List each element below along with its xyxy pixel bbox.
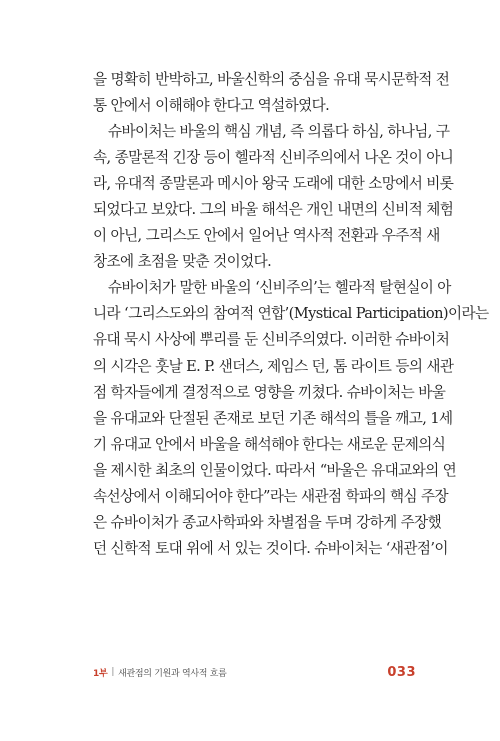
text-line: 니라 ‘그리스도와의 참여적 연합’(Mystical Participation)이라는 — [93, 305, 489, 323]
text-line: 을 유대교와 단절된 존재로 보던 기존 해석의 틀을 깨고, 1세 — [93, 409, 453, 427]
text-line: 의 시각은 훗날 E. P. 샌더스, 제임스 던, 톰 라이트 등의 새관 — [93, 357, 454, 375]
text-line: 창조에 초점을 맞춘 것이었다. — [93, 253, 272, 271]
body-text — [93, 67, 489, 562]
text-line: 슈바이처가 말한 바울의 ‘신비주의’는 헬라적 탈현실이 아 — [108, 279, 451, 297]
text-line: 슈바이처는 바울의 핵심 개념, 즉 의롭다 하심, 하나님, 구 — [108, 123, 450, 141]
page-footer — [93, 664, 416, 680]
text-line: 속선상에서 이해되어야 한다”라는 새관점 학파의 핵심 주장 — [93, 487, 449, 505]
chapter-title: 새관점의 기원과 역사적 흐름 — [118, 668, 227, 679]
text-line: 이 아닌, 그리스도 안에서 일어난 역사적 전환과 우주적 새 — [93, 227, 440, 245]
page-number: 033 — [387, 664, 416, 680]
running-head — [93, 666, 227, 679]
part-label: 1부 — [93, 668, 108, 679]
text-line: 을 제시한 최초의 인물이었다. 따라서 “바울은 유대교와의 연 — [93, 461, 457, 479]
text-line: 기 유대교 안에서 바울을 해석해야 한다는 새로운 문제의식 — [93, 435, 446, 453]
text-line: 은 슈바이처가 종교사학파와 차별점을 두며 강하게 주장했 — [93, 513, 442, 531]
text-line: 던 신학적 토대 위에 서 있는 것이다. 슈바이처는 ‘새관점’이 — [93, 539, 448, 557]
separator: | — [111, 667, 115, 677]
text-line: 을 명확히 반박하고, 바울신학의 중심을 유대 묵시문학적 전 — [93, 71, 450, 88]
text-line: 라, 유대적 종말론과 메시아 왕국 도래에 대한 소망에서 비롯 — [93, 175, 454, 193]
text-line: 점 학자들에게 결정적으로 영향을 끼쳤다. 슈바이처는 바울 — [93, 383, 446, 401]
text-line: 되었다고 보았다. 그의 바울 해석은 개인 내면의 신비적 체험 — [93, 201, 454, 219]
text-line: 유대 묵시 사상에 뿌리를 둔 신비주의였다. 이러한 슈바이처 — [93, 331, 450, 349]
text-line: 속, 종말론적 긴장 등이 헬라적 신비주의에서 나온 것이 아니 — [93, 149, 454, 167]
text-line: 통 안에서 이해해야 한다고 역설하였다. — [93, 97, 330, 115]
